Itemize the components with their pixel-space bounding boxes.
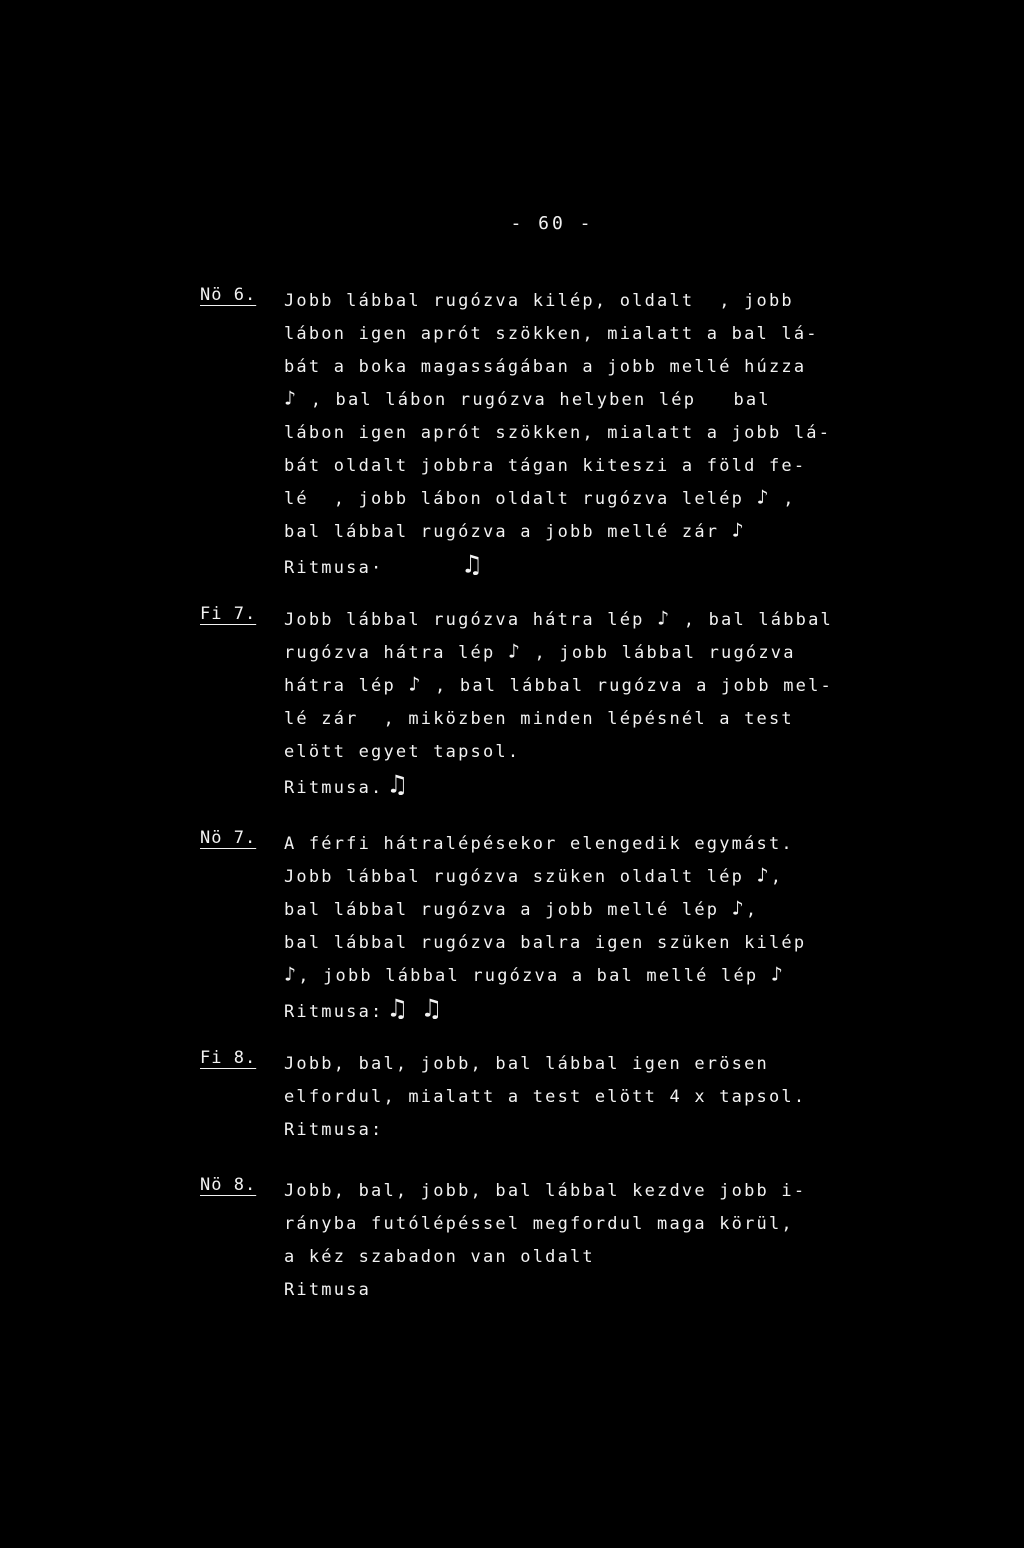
comma: ,: [783, 489, 796, 509]
text-line: [284, 960, 884, 993]
eighth-note-icon: ♪: [408, 672, 423, 696]
text-line: [284, 604, 884, 637]
text-line: lé zár , miközben minden lépésnél a test: [284, 709, 794, 729]
text-line: bát oldalt jobbra tágan kiteszi a föld fe-: [284, 456, 807, 476]
section-label: Fi 8.: [200, 1048, 257, 1068]
eighth-note-icon: ♪: [756, 863, 771, 887]
text-line: [284, 384, 884, 417]
eighth-note-icon: ♪: [756, 485, 771, 509]
rhythm-label: Ritmusa.: [284, 778, 384, 798]
eighth-note-icon: ♪: [731, 896, 746, 920]
text-fragment: bal lábbal rugózva a jobb mellé lép: [284, 900, 720, 920]
text-line: lábon igen aprót szökken, mialatt a jobb lá-: [284, 423, 832, 443]
comma: ,: [745, 900, 759, 920]
text-line: Ritmusa:: [284, 1120, 384, 1140]
text-line: a kéz szabadon van oldalt: [284, 1247, 595, 1267]
text-fragment: Jobb lábbal rugózva hátra lép: [284, 610, 645, 630]
section-label: Nö 8.: [200, 1175, 257, 1195]
text-line: Jobb, bal, jobb, bal lábbal kezdve jobb i-: [284, 1181, 807, 1201]
text-line: lábon igen aprót szökken, mialatt a bal lá-: [284, 324, 819, 344]
section-label: Nö 7.: [200, 828, 257, 848]
text-fragment: bal lábbal rugózva a jobb mellé zár: [284, 522, 720, 542]
section-body: [284, 1175, 884, 1307]
section-body: [284, 285, 884, 582]
section-body: [284, 1048, 884, 1147]
text-line: [284, 549, 884, 582]
text-line: Jobb lábbal rugózva kilép, oldalt , jobb: [284, 291, 794, 311]
text-fragment: Jobb lábbal rugózva szüken oldalt lép: [284, 867, 745, 887]
section-body: [284, 828, 884, 1026]
beamed-eighths-icon: ♫: [464, 550, 480, 580]
text-fragment: , bal lábbal rugózva a jobb mel-: [435, 676, 833, 696]
text-fragment: , bal lábon rugózva helyben lép bal: [310, 390, 771, 410]
text-line: [284, 637, 884, 670]
text-line: elött egyet tapsol.: [284, 742, 521, 762]
text-line: bal lábbal rugózva balra igen szüken kilép: [284, 933, 807, 953]
section-label: Nö 6.: [200, 285, 257, 305]
text-fragment: hátra lép: [284, 676, 396, 696]
rhythm-label: Ritmusa·: [284, 558, 384, 578]
rhythm-label: Ritmusa:: [284, 1002, 384, 1022]
text-line: elfordul, mialatt a test elött 4 x tapsol.: [284, 1087, 807, 1107]
text-fragment: , jobb lábbal rugózva: [534, 643, 796, 663]
text-line: Jobb, bal, jobb, bal lábbal igen erösen: [284, 1054, 769, 1074]
text-line: [284, 993, 884, 1026]
text-line: [284, 670, 884, 703]
page-number: - 60 -: [510, 213, 594, 234]
section-body: [284, 604, 884, 802]
text-line: A férfi hátralépésekor elengedik egymást.: [284, 834, 794, 854]
eighth-note-icon: ♪: [731, 518, 746, 542]
text-fragment: lé , jobb lábon oldalt rugózva lelép: [284, 489, 745, 509]
text-line: [284, 516, 884, 549]
beamed-eighths-icon: ♫: [389, 994, 406, 1024]
text-fragment: rugózva hátra lép: [284, 643, 496, 663]
text-line: [284, 483, 884, 516]
eighth-note-icon: ♪: [770, 962, 786, 986]
beamed-eighths-icon: ♫: [423, 994, 440, 1024]
eighth-note-icon: ♪: [507, 639, 523, 663]
text-fragment: , bal lábbal: [683, 610, 833, 630]
beamed-eighths-icon: ♫: [389, 770, 406, 800]
text-line: bát a boka magasságában a jobb mellé húzza: [284, 357, 807, 377]
text-line: [284, 894, 884, 927]
section-label: Fi 7.: [200, 604, 257, 624]
text-line: [284, 769, 884, 802]
eighth-note-icon: ♪: [284, 386, 299, 410]
text-line: rányba futólépéssel megfordul maga körül,: [284, 1214, 794, 1234]
text-line: Ritmusa: [284, 1280, 372, 1300]
eighth-note-icon: ♪: [284, 962, 299, 986]
text-fragment: , jobb lábbal rugózva a bal mellé lép: [298, 966, 759, 986]
text-line: [284, 861, 884, 894]
comma: ,: [770, 867, 784, 887]
eighth-note-icon: ♪: [657, 606, 672, 630]
